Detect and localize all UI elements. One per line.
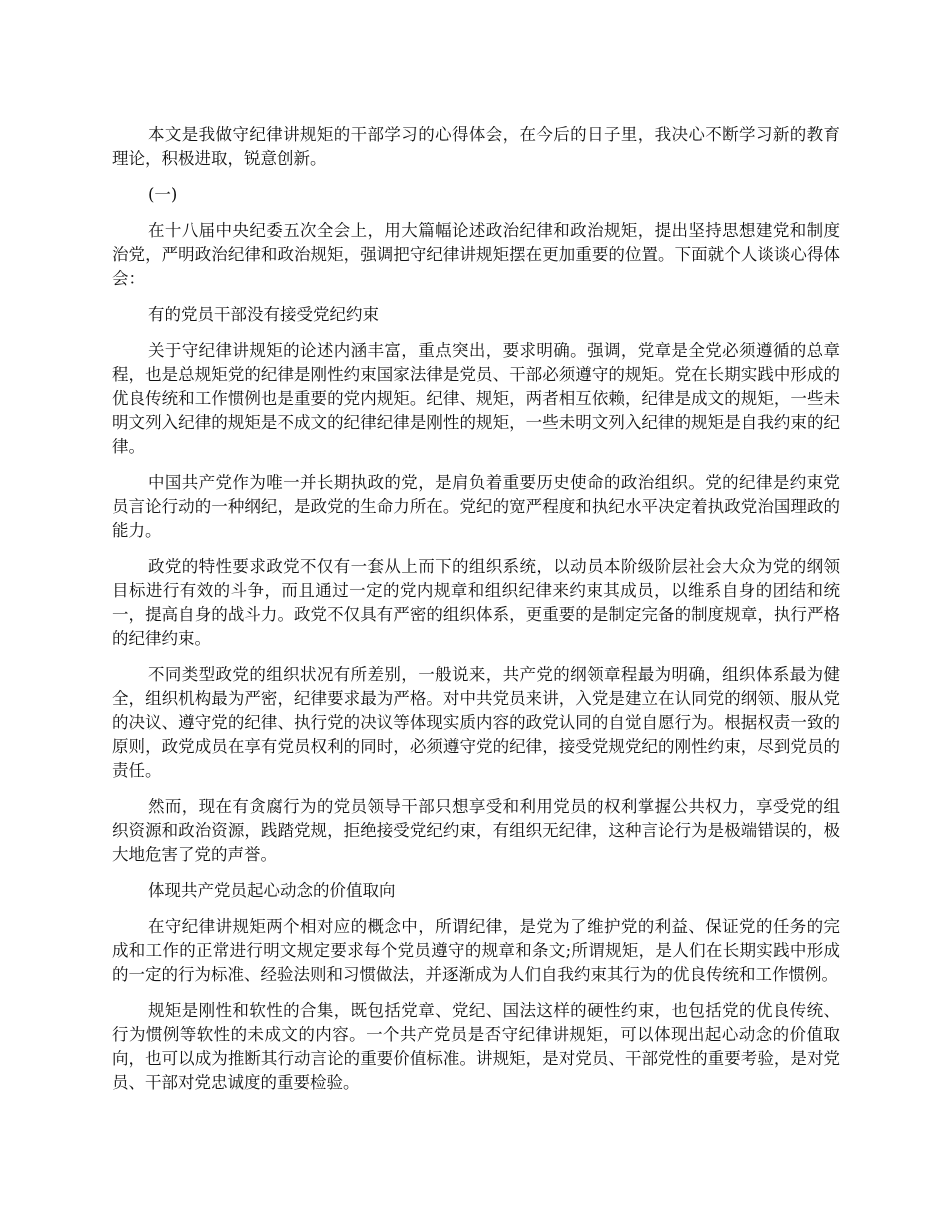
- body-paragraph: 在十八届中央纪委五次全会上，用大篇幅论述政治纪律和政治规矩，提出坚持思想建党和制度治党，严明政治纪律和政治规矩，强调把守纪律讲规矩摆在更加重要的位置。下面就个人谈谈心得体会：: [112, 221, 840, 288]
- body-paragraph: 关于守纪律讲规矩的论述内涵丰富，重点突出，要求明确。强调，党章是全党必须遵循的总章程，也是总规矩党的纪律是刚性约束国家法律是党员、干部必须遵守的规矩。党在长期实践中形成的优良传统和工作惯例也是重要的党内规矩。纪律、规矩，两者相互依赖，纪律是成文的规矩，一些未明文列入纪律的规矩是不成文的纪律纪律是刚性的规矩，一些未明文列入纪律的规矩是自我约束的纪律。: [112, 341, 840, 456]
- section-heading: 体现共产党员起心动念的价值取向: [148, 881, 396, 900]
- body-paragraph: 不同类型政党的组织状况有所差别，一般说来，共产党的纲领章程最为明确，组织体系最为健全，组织机构最为严密，纪律要求最为严格。对中共党员来讲，入党是建立在认同党的纲领、服从党的决议、遵守党的纪律、执行党的决议等体现实质内容的政党认同的自觉自愿行为。根据权责一致的原则，政党成员在享有党员权利的同时，必须遵守党的纪律，接受党规党纪的刚性约束，尽到党员的责任。: [112, 665, 840, 780]
- body-paragraph: 在守纪律讲规矩两个相对应的概念中，所谓纪律，是党为了维护党的利益、保证党的任务的完成和工作的正常进行明文规定要求每个党员遵守的规章和条文;所谓规矩，是人们在长期实践中形成的一定的行为标准、经验法则和习惯做法，并逐渐成为人们自我约束其行为的优良传统和工作惯例。: [112, 917, 840, 984]
- body-paragraph: 然而，现在有贪腐行为的党员领导干部只想享受和利用党员的权利掌握公共权力，享受党的组织资源和政治资源，践踏党规，拒绝接受党纪约束，有组织无纪律，这种言论行为是极端错误的，极大地危害了党的声誉。: [112, 797, 840, 864]
- section-heading: 有的党员干部没有接受党纪约束: [148, 305, 379, 324]
- body-paragraph: 规矩是刚性和软性的合集，既包括党章、党纪、国法这样的硬性约束，也包括党的优良传统、行为惯例等软性的未成文的内容。一个共产党员是否守纪律讲规矩，可以体现出起心动念的价值取向，也可以成为推断其行动言论的重要价值标准。讲规矩，是对党员、干部党性的重要考验，是对党员、干部对党忠诚度的重要检验。: [112, 1001, 840, 1092]
- section-number: (一): [148, 185, 178, 204]
- body-paragraph: 中国共产党作为唯一并长期执政的党，是肩负着重要历史使命的政治组织。党的纪律是约束党员言论行动的一种纲纪，是政党的生命力所在。党纪的宽严程度和执纪水平决定着执政党治国理政的能力。: [112, 473, 840, 540]
- body-paragraph: 政党的特性要求政党不仅有一套从上而下的组织系统，以动员本阶级阶层社会大众为党的纲领目标进行有效的斗争，而且通过一定的党内规章和组织纪律来约束其成员，以维系自身的团结和统一，提高自身的战斗力。政党不仅具有严密的组织体系，更重要的是制定完备的制度规章，执行严格的纪律约束。: [112, 557, 840, 648]
- document-body: [112, 123, 840, 1107]
- intro-paragraph: 本文是我做守纪律讲规矩的干部学习的心得体会，在今后的日子里，我决心不断学习新的教育理论，积极进取，锐意创新。: [112, 125, 840, 168]
